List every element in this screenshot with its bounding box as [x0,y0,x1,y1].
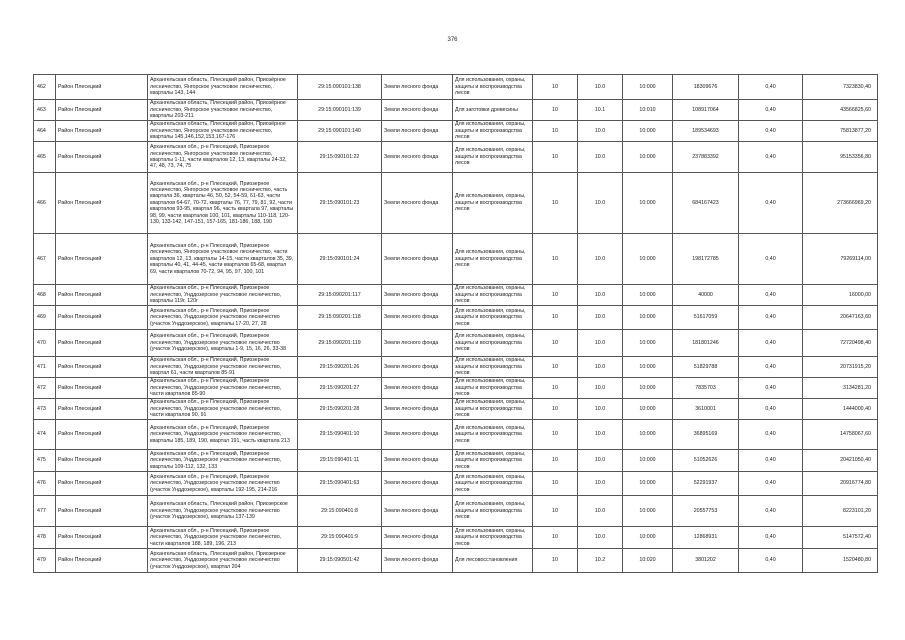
cadastral-number-cell: 29:15:090101:23 [298,173,382,234]
code-b-cell: 10.0 [578,450,623,472]
land-category-cell: Земли лесного фонда [382,285,453,306]
code-b-cell: 10.0 [578,173,623,234]
table-row [34,399,878,420]
cadastral-number-cell: 29:15:090201:118 [298,306,382,330]
code-c-cell: 10:000 [623,173,673,234]
location-cell: Архангельская обл., р-н Плесецкий, Приозерное лесничество, Унддозерское участковое лесничество, части кварталов 85-90 [148,378,298,399]
table-row [34,549,878,573]
rate-cell: 0,40 [739,75,803,100]
code-c-cell: 10:000 [623,75,673,100]
land-category-cell: Земли лесного фонда [382,472,453,496]
land-category-cell: Земли лесного фонда [382,330,453,357]
land-category-cell: Земли лесного фонда [382,357,453,378]
code-c-cell: 10:020 [623,549,673,573]
rate-cell: 0,40 [739,285,803,306]
code-b-cell: 10.0 [578,378,623,399]
cadastral-number-cell: 29:15:090401:10 [298,420,382,450]
cadastral-number-cell: 29:15:090401:9 [298,527,382,549]
area-cell: 12868931 [673,527,739,549]
area-cell: 20557753 [673,496,739,527]
code-b-cell: 10.0 [578,75,623,100]
cadastral-value-cell: 8223101,20 [803,496,878,527]
land-category-cell: Земли лесного фонда [382,399,453,420]
area-cell: 181801246 [673,330,739,357]
code-b-cell: 10.0 [578,306,623,330]
permitted-use-cell: Для использования, охраны, защиты и воспроизводства лесов [453,330,533,357]
district-cell: Район Плесецкий [56,285,148,306]
cadastral-value-cell: 273666969,20 [803,173,878,234]
cadastral-value-cell: 14758067,60 [803,420,878,450]
rate-cell: 0,40 [739,399,803,420]
code-c-cell: 10:000 [623,121,673,142]
location-cell: Архангельская обл., р-н Плесецкий, Приозерное лесничество, Янгорское участковое лесничество, части кварталов 12, 13, кварталы 14-15, части кварталов 35, 39, кварталы 40, 41, 44-45, части кварталов 65-68, квартал 69, части кварталов 70-72, 94, 95, 97, 100, 101 [148,234,298,285]
row-number-cell: 467 [34,234,56,285]
cadastral-value-cell: 43566825,60 [803,100,878,121]
location-cell: Архангельская обл., р-н Плесецкий, Приозерное лесничество, Унддозерское участковое лесничество, части кварталов 188, 189, 196, 213 [148,527,298,549]
cadastral-value-cell: 1520480,80 [803,549,878,573]
location-cell: Архангельская область, Плесецкий район, Приозерское лесничество, Унддозерское участковое лесничество (участок Унддозерское), кварталы 137-139 [148,496,298,527]
district-cell: Район Плесецкий [56,399,148,420]
cadastral-value-cell: 7323830,40 [803,75,878,100]
location-cell: Архангельская область, Плесецкий район, Приозёрное лесничество, Янгорское участковое лесничество, кварталы 145,146,152,153,167-176 [148,121,298,142]
row-number-cell: 478 [34,527,56,549]
land-category-cell: Земли лесного фонда [382,378,453,399]
area-cell: 36895169 [673,420,739,450]
code-c-cell: 10:010 [623,100,673,121]
land-category-cell: Земли лесного фонда [382,173,453,234]
district-cell: Район Плесецкий [56,378,148,399]
rate-cell: 0,40 [739,450,803,472]
code-a-cell: 10 [533,527,578,549]
district-cell: Район Плесецкий [56,173,148,234]
area-cell: 52291937 [673,472,739,496]
rate-cell: 0,40 [739,142,803,173]
row-number-cell: 470 [34,330,56,357]
location-cell: Архангельская обл., р-н Плесецкий, Приозерное лесничество, Унддозерское участковое лесничество, кварталы 119г, 120г [148,285,298,306]
permitted-use-cell: Для использования, охраны, защиты и воспроизводства лесов [453,496,533,527]
code-a-cell: 10 [533,357,578,378]
location-cell: Архангельская область, Плесецкий район, Приозёрное лесничество, Янгорское участковое лесничество, кварталы 143, 144 [148,75,298,100]
permitted-use-cell: Для лесовосстановления [453,549,533,573]
permitted-use-cell: Для использования, охраны, защиты и воспроизводства лесов [453,527,533,549]
page-number: 376 [447,37,458,43]
code-c-cell: 10:000 [623,285,673,306]
code-b-cell: 10.1 [578,100,623,121]
code-b-cell: 10.0 [578,496,623,527]
area-cell: 18309676 [673,75,739,100]
code-b-cell: 10.0 [578,399,623,420]
code-a-cell: 10 [533,378,578,399]
cadastral-value-cell: 20647163,60 [803,306,878,330]
cadastral-value-cell: 72720498,40 [803,330,878,357]
code-a-cell: 10 [533,420,578,450]
land-category-cell: Земли лесного фонда [382,75,453,100]
row-number-cell: 466 [34,173,56,234]
rate-cell: 0,40 [739,234,803,285]
cadastral-value-cell: 1444000,40 [803,399,878,420]
permitted-use-cell: Для использования, охраны, защиты и воспроизводства лесов [453,472,533,496]
land-category-cell: Земли лесного фонда [382,549,453,573]
location-cell: Архангельская обл., р-н Плесецкий, Приозерное лесничество, Янгорское участковое лесничество, часть квартала 36, кварталы 46, 50, 52, 54-59, 61-63, части кварталов 64-67, 70-72, кварталы 76, 77, 79, 81, 92, части кварталов 93-95, квартал 96, часть квартала 97, кварталы 98, 99, части кварталов 100, 101, кварталы 110-118, 120-130, 133-142, 147-151, 157-165, 181-186, 188, 190 [148,173,298,234]
code-a-cell: 10 [533,472,578,496]
code-c-cell: 10:000 [623,399,673,420]
cadastral-value-cell: 20731915,20 [803,357,878,378]
table-row [34,234,878,285]
land-plot-register-table [33,74,878,573]
area-cell: 51829788 [673,357,739,378]
code-a-cell: 10 [533,330,578,357]
table-row [34,496,878,527]
permitted-use-cell: Для использования, охраны, защиты и воспроизводства лесов [453,121,533,142]
district-cell: Район Плесецкий [56,472,148,496]
district-cell: Район Плесецкий [56,121,148,142]
cadastral-number-cell: 29:15:090201:26 [298,357,382,378]
district-cell: Район Плесецкий [56,549,148,573]
row-number-cell: 462 [34,75,56,100]
location-cell: Архангельская область, Плесецкий район, Приозерное лесничество, Унддозерское участковое лесничество (участок Унддозерское), квартал 204 [148,549,298,573]
code-b-cell: 10.0 [578,472,623,496]
table-row [34,420,878,450]
district-cell: Район Плесецкий [56,357,148,378]
cadastral-value-cell: 79269114,00 [803,234,878,285]
cadastral-value-cell: 95153356,80 [803,142,878,173]
code-c-cell: 10:000 [623,357,673,378]
table-row [34,142,878,173]
row-number-cell: 464 [34,121,56,142]
district-cell: Район Плесецкий [56,450,148,472]
land-category-cell: Земли лесного фонда [382,527,453,549]
cadastral-number-cell: 29:15:090101:140 [298,121,382,142]
table-row [34,527,878,549]
land-category-cell: Земли лесного фонда [382,450,453,472]
permitted-use-cell: Для использования, охраны, защиты и воспроизводства лесов [453,357,533,378]
code-c-cell: 10:000 [623,420,673,450]
code-c-cell: 10:000 [623,472,673,496]
cadastral-number-cell: 29:15:090101:139 [298,100,382,121]
rate-cell: 0,40 [739,121,803,142]
rate-cell: 0,40 [739,527,803,549]
code-a-cell: 10 [533,450,578,472]
table-row [34,472,878,496]
code-a-cell: 10 [533,306,578,330]
table-row [34,100,878,121]
rate-cell: 0,40 [739,420,803,450]
location-cell: Архангельская обл., р-н Плесецкий, Приозерное лесничество, Унддозерское участковое лесничество (участок Унддозерское), кварталы 17-20, 27, 28 [148,306,298,330]
row-number-cell: 473 [34,399,56,420]
row-number-cell: 474 [34,420,56,450]
location-cell: Архангельская обл., р-н Плесецкий, Приозерное лесничество, Унддозерское участковое лесничество, квартал 61, части кварталов 85-91 [148,357,298,378]
land-category-cell: Земли лесного фонда [382,142,453,173]
code-a-cell: 10 [533,496,578,527]
rate-cell: 0,40 [739,357,803,378]
rate-cell: 0,40 [739,496,803,527]
permitted-use-cell: Для использования, охраны, защиты и воспроизводства лесов [453,378,533,399]
area-cell: 51617059 [673,306,739,330]
district-cell: Район Плесецкий [56,100,148,121]
code-a-cell: 10 [533,100,578,121]
district-cell: Район Плесецкий [56,142,148,173]
rate-cell: 0,40 [739,549,803,573]
area-cell: 3801202 [673,549,739,573]
cadastral-number-cell: 29:15:090401:8 [298,496,382,527]
cadastral-number-cell: 29:15:090501:42 [298,549,382,573]
table-row [34,306,878,330]
cadastral-number-cell: 29:15:090101:22 [298,142,382,173]
permitted-use-cell: Для использования, охраны, защиты и воспроизводства лесов [453,420,533,450]
rate-cell: 0,40 [739,378,803,399]
row-number-cell: 479 [34,549,56,573]
location-cell: Архангельская обл., р-н Плесецкий, Приозерное лесничество, Янгорское участковое лесничество, кварталы 1-11, части кварталов 12, 13, кварталы 24-32, 47, 48, 73, 74, 75 [148,142,298,173]
cadastral-number-cell: 29:15:090101:138 [298,75,382,100]
area-cell: 189534693 [673,121,739,142]
row-number-cell: 471 [34,357,56,378]
permitted-use-cell: Для использования, охраны, защиты и воспроизводства лесов [453,234,533,285]
register-table-body [34,75,878,573]
code-a-cell: 10 [533,549,578,573]
area-cell: 3610001 [673,399,739,420]
code-b-cell: 10.0 [578,285,623,306]
area-cell: 108917064 [673,100,739,121]
code-b-cell: 10.0 [578,142,623,173]
code-c-cell: 10:000 [623,142,673,173]
table-row [34,330,878,357]
table-row [34,357,878,378]
code-b-cell: 10.2 [578,549,623,573]
land-category-cell: Земли лесного фонда [382,234,453,285]
location-cell: Архангельская обл., р-н Плесецкий, Приозерное лесничество, Унддозерское участковое лесничество (участок Унддозерское), кварталы 192-195, 214-216 [148,472,298,496]
permitted-use-cell: Для использования, охраны, защиты и воспроизводства лесов [453,75,533,100]
district-cell: Район Плесецкий [56,306,148,330]
code-b-cell: 10.0 [578,121,623,142]
row-number-cell: 465 [34,142,56,173]
permitted-use-cell: Для использования, охраны, защиты и воспроизводства лесов [453,399,533,420]
area-cell: 237883392 [673,142,739,173]
code-b-cell: 10.0 [578,527,623,549]
cadastral-value-cell: 16000,00 [803,285,878,306]
rate-cell: 0,40 [739,100,803,121]
code-c-cell: 10:000 [623,527,673,549]
code-b-cell: 10.0 [578,420,623,450]
location-cell: Архангельская обл., р-н Плесецкий, Приозерное лесничество, Унддозерское участковое лесничество, кварталы 109-112, 132, 133 [148,450,298,472]
cadastral-number-cell: 29:15:090101:24 [298,234,382,285]
table-row [34,75,878,100]
row-number-cell: 468 [34,285,56,306]
code-c-cell: 10:000 [623,330,673,357]
land-category-cell: Земли лесного фонда [382,100,453,121]
code-c-cell: 10:000 [623,450,673,472]
district-cell: Район Плесецкий [56,527,148,549]
code-c-cell: 10:000 [623,378,673,399]
code-a-cell: 10 [533,121,578,142]
table-row [34,450,878,472]
table-row [34,285,878,306]
code-a-cell: 10 [533,285,578,306]
code-b-cell: 10.0 [578,234,623,285]
row-number-cell: 476 [34,472,56,496]
code-c-cell: 10:000 [623,496,673,527]
land-category-cell: Земли лесного фонда [382,420,453,450]
area-cell: 7835703 [673,378,739,399]
table-row [34,378,878,399]
cadastral-value-cell: 20916774,80 [803,472,878,496]
area-cell: 51052626 [673,450,739,472]
district-cell: Район Плесецкий [56,420,148,450]
area-cell: 198172785 [673,234,739,285]
cadastral-number-cell: 29:15:090201:27 [298,378,382,399]
rate-cell: 0,40 [739,472,803,496]
cadastral-number-cell: 29:15:090401:63 [298,472,382,496]
permitted-use-cell: Для заготовки древесины [453,100,533,121]
rate-cell: 0,40 [739,173,803,234]
row-number-cell: 472 [34,378,56,399]
code-c-cell: 10:000 [623,306,673,330]
cadastral-value-cell: 75813877,20 [803,121,878,142]
cadastral-value-cell: 20421050,40 [803,450,878,472]
row-number-cell: 463 [34,100,56,121]
area-cell: 684167423 [673,173,739,234]
code-c-cell: 10:000 [623,234,673,285]
cadastral-number-cell: 29:15:090401:11 [298,450,382,472]
rate-cell: 0,40 [739,330,803,357]
permitted-use-cell: Для использования, охраны, защиты и воспроизводства лесов [453,142,533,173]
cadastral-number-cell: 29:15:090201:119 [298,330,382,357]
land-category-cell: Земли лесного фонда [382,306,453,330]
permitted-use-cell: Для использования, охраны, защиты и воспроизводства лесов [453,450,533,472]
permitted-use-cell: Для использования, охраны, защиты и воспроизводства лесов [453,285,533,306]
permitted-use-cell: Для использования, охраны, защиты и воспроизводства лесов [453,306,533,330]
permitted-use-cell: Для использования, охраны, защиты и воспроизводства лесов [453,173,533,234]
land-category-cell: Земли лесного фонда [382,496,453,527]
cadastral-number-cell: 29:15:090201:117 [298,285,382,306]
location-cell: Архангельская обл., р-н Плесецкий, Приозерное лесничество, Унддозерское участковое лесничество (участок Унддозерское), кварталы 1-9, 15, 16, 26, 33-38 [148,330,298,357]
code-a-cell: 10 [533,399,578,420]
row-number-cell: 477 [34,496,56,527]
location-cell: Архангельская область, Плесецкий район, Приозёрное лесничество, Янгорское участковое лесничество, кварталы 203-211 [148,100,298,121]
rate-cell: 0,40 [739,306,803,330]
cadastral-number-cell: 29:15:090201:28 [298,399,382,420]
area-cell: 40000 [673,285,739,306]
code-a-cell: 10 [533,75,578,100]
district-cell: Район Плесецкий [56,496,148,527]
code-a-cell: 10 [533,234,578,285]
land-category-cell: Земли лесного фонда [382,121,453,142]
code-b-cell: 10.0 [578,357,623,378]
location-cell: Архангельская обл., р-н Плесецкий, Приозерное лесничество, Унддозерское участковое лесничество, части кварталов 90, 91 [148,399,298,420]
district-cell: Район Плесецкий [56,234,148,285]
code-a-cell: 10 [533,173,578,234]
district-cell: Район Плесецкий [56,330,148,357]
table-row [34,121,878,142]
table-row [34,173,878,234]
location-cell: Архангельская обл., р-н Плесецкий, Приозерное лесничество, Унддозерское участковое лесничество, кварталы 185, 189, 190, квартал 191, часть квартала 213 [148,420,298,450]
code-b-cell: 10.0 [578,330,623,357]
district-cell: Район Плесецкий [56,75,148,100]
cadastral-value-cell: 3134281,20 [803,378,878,399]
code-a-cell: 10 [533,142,578,173]
row-number-cell: 469 [34,306,56,330]
cadastral-value-cell: 5147572,40 [803,527,878,549]
row-number-cell: 475 [34,450,56,472]
